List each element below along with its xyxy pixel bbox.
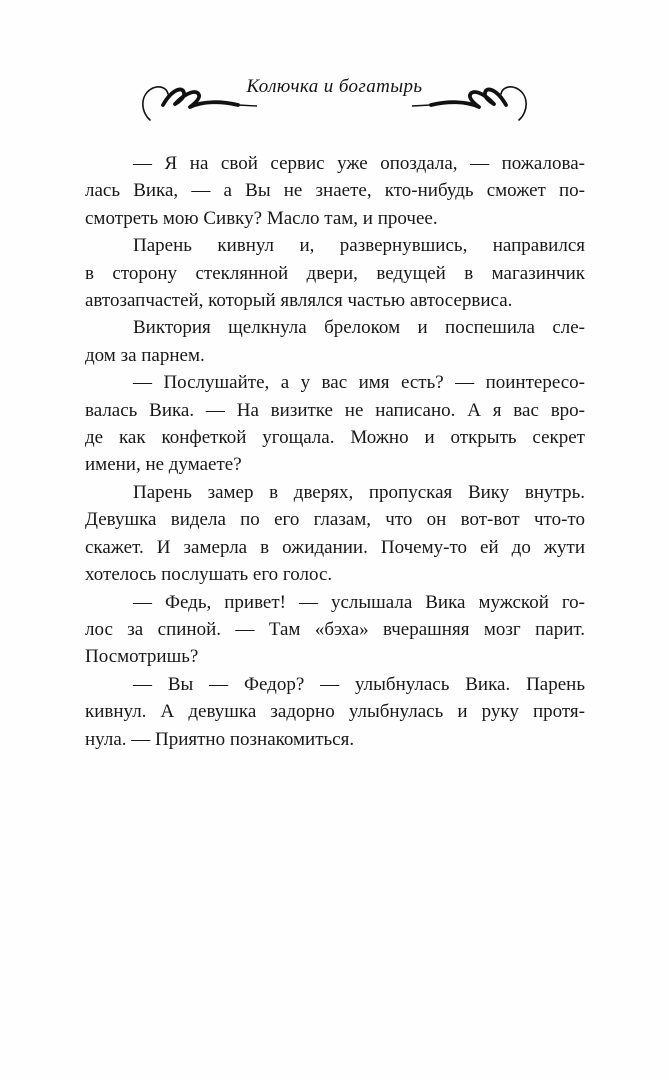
paragraph [85, 150, 585, 232]
text-line: Девушка видела по его глазам, что он вот-вот что-то [85, 509, 585, 531]
flourish-left-icon [139, 78, 257, 124]
text-line: хотелось послушать его голос. [85, 564, 333, 586]
page-text [85, 150, 585, 753]
text-line: дом за парнем. [85, 344, 205, 366]
paragraph [85, 671, 585, 753]
text-line: скажет. И замерла в ожидании. Почему-то ей до жути [85, 536, 585, 558]
text-line: — Я на свой сервис уже опоздала, — пожалова- [133, 153, 585, 174]
text-line: Парень замер в дверях, пропуская Вику внутрь. [133, 481, 585, 503]
text-line: нула. — Приятно познакомиться. [85, 728, 355, 750]
flourish-right-icon [412, 78, 530, 124]
paragraph [85, 369, 585, 479]
text-line: — Послушайте, а у вас имя есть? — поинтересо- [133, 372, 585, 394]
text-line: лась Вика, — а Вы не знаете, кто-нибудь сможет по- [85, 180, 585, 202]
text-line: — Федь, привет! — услышала Вика мужской го- [133, 591, 585, 613]
chapter-header [0, 72, 669, 124]
paragraph [85, 589, 585, 671]
text-line: автозапчастей, который являлся частью автосервиса. [85, 290, 513, 312]
text-line: Парень кивнул и, развернувшись, направился [133, 235, 585, 257]
text-line: в сторону стеклянной двери, ведущей в магазинчик [85, 262, 585, 284]
text-line: смотреть мою Сивку? Масло там, и прочее. [85, 207, 438, 229]
paragraph [85, 314, 585, 369]
text-line: имени, не думаете? [85, 454, 242, 476]
text-line: де как конфеткой угощала. Можно и открыть секрет [85, 427, 585, 449]
text-line: кивнул. А девушка задорно улыбнулась и руку протя- [85, 701, 585, 723]
text-line: — Вы — Федор? — улыбнулась Вика. Парень [133, 673, 585, 695]
text-line: Посмотришь? [85, 646, 199, 668]
chapter-title: Колючка и богатырь [246, 76, 423, 97]
paragraph [85, 479, 585, 589]
text-line: лос за спиной. — Там «бэха» вчерашняя мозг парит. [85, 618, 585, 640]
paragraph [85, 232, 585, 314]
text-line: валась Вика. — На визитке не написано. А я вас вро- [85, 399, 585, 421]
text-line: Виктория щелкнула брелоком и поспешила сле- [133, 317, 585, 339]
